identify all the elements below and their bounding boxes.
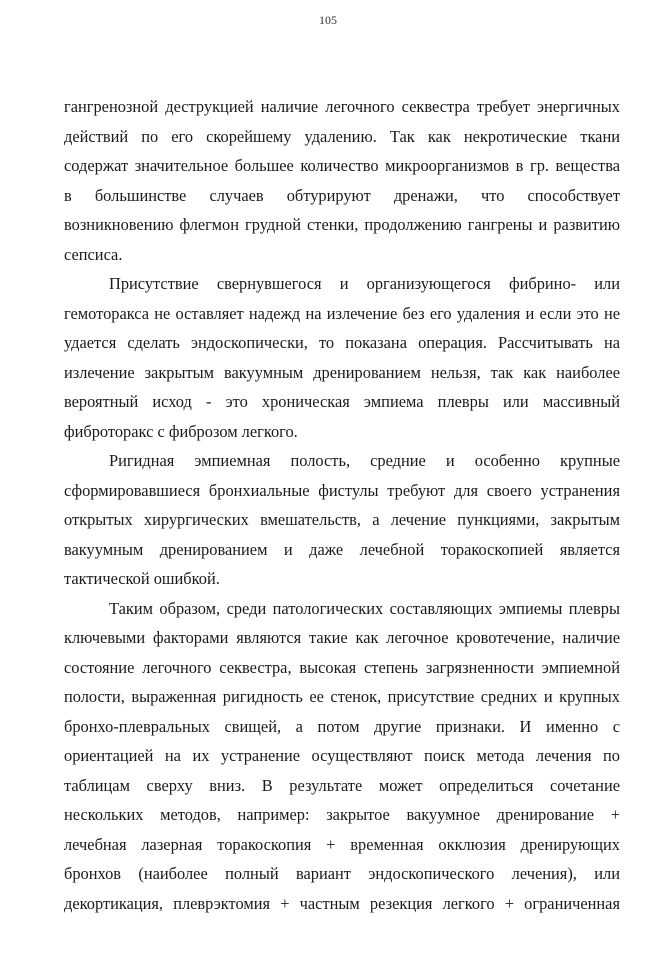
text-line: бронхо-плевральных свищей, а потом другие признаки. И именно с: [64, 716, 620, 736]
text-line: действий по его скорейшему удалению. Так как некротические ткани: [64, 126, 620, 146]
text-line: в большинстве случаев обтурируют дренажи, что способствует: [64, 185, 620, 205]
text-line: возникновению флегмон грудной стенки, продолжению гангрены и развитию: [64, 215, 620, 234]
text-line: удается сделать эндоскопически, то показана операция. Рассчитывать на: [64, 333, 620, 352]
text-line: открытых хирургических вмешательств, а лечение пункциями, закрытым: [64, 510, 620, 529]
page-number: 105: [319, 13, 337, 27]
text-line: сепсиса.: [64, 244, 123, 264]
text-line: вакуумным дренированием и даже лечебной торакоскопией является: [64, 539, 620, 559]
text-line: ключевыми факторами являются такие как легочное кровотечение, наличие: [64, 628, 620, 647]
text-line: сформировавшиеся бронхиальные фистулы требуют для своего устранения: [64, 480, 620, 500]
text-line: гангренозной деструкцией наличие легочного секвестра требует энергичных: [64, 97, 620, 116]
text-line: содержат значительное большее количество микроорганизмов в гр. вещества: [64, 156, 620, 175]
text-line: гемоторакса не оставляет надежд на излечение без его удаления и если это не: [64, 303, 620, 323]
text-line: таблицам сверху вниз. В результате может определиться сочетание: [64, 775, 620, 795]
text-line: излечение закрытым вакуумным дренированием нельзя, так как наиболее: [64, 362, 620, 382]
text-line: декортикация, плеврэктомия + частным резекция легкого + ограниченная: [64, 893, 620, 913]
text-line: фиброторакс с фиброзом легкого.: [64, 421, 298, 441]
text-line: Ригидная эмпиемная полость, средние и особенно крупные: [109, 451, 620, 470]
text-line: тактической ошибкой.: [64, 569, 220, 588]
text-line: Таким образом, среди патологических составляющих эмпиемы плевры: [109, 598, 620, 618]
body-text: [64, 92, 620, 918]
text-line: полости, выраженная ригидность ее стенок, присутствие средних и крупных: [64, 687, 620, 706]
text-line: Присутствие свернувшегося и организующегося фибрино- или: [109, 274, 620, 293]
text-line: вероятный исход - это хроническая эмпиема плевры или массивный: [64, 392, 620, 411]
text-line: состояние легочного секвестра, высокая степень загрязненности эмпиемной: [64, 657, 620, 677]
text-line: ориентацией на их устранение осуществляют поиск метода лечения по: [64, 746, 620, 765]
text-line: нескольких методов, например: закрытое вакуумное дренирование +: [64, 805, 620, 824]
text-line: бронхов (наиболее полный вариант эндоскопического лечения), или: [64, 864, 620, 883]
text-line: лечебная лазерная торакоскопия + временная окклюзия дренирующих: [64, 834, 620, 854]
